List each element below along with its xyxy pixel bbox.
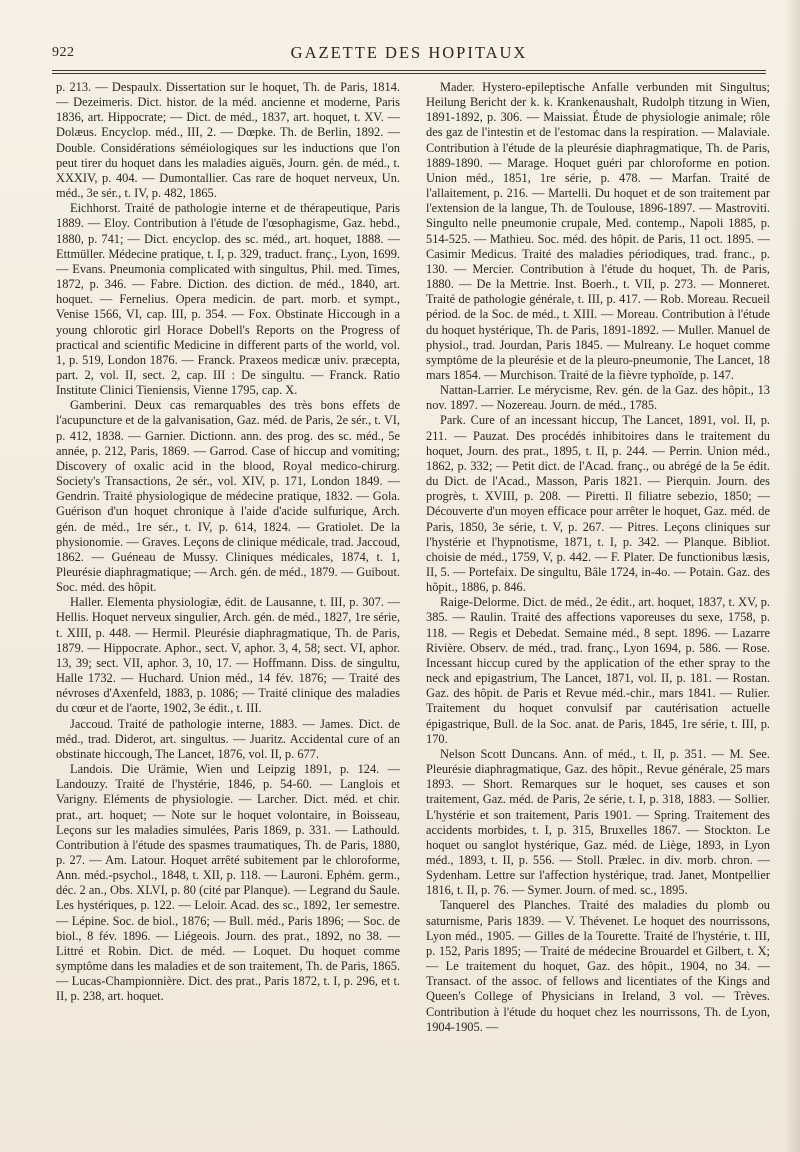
bibliography-paragraph: Jaccoud. Traité de pathologie interne, 1883. — James. Dict. de méd., trad. Diderot, art. singultus. — Juaritz. Accidental cure of an obstinate hiccough, The Lancet, 1876, vol. II, p. 677. — [56, 716, 400, 761]
bibliography-paragraph: Nelson Scott Duncans. Ann. of méd., t. II, p. 351. — M. See. Pleurésie diaphragmatique, Gaz. des hôpit., Revue générale, 25 mars 1893. — Short. Remarques sur le hoquet, ses causes et son traitement, Gaz. méd. de Paris, 2e série, t. I, p. 318, 1883. — Sollier. L'hystérie et son traitement, Paris 1901. — Spring. Traitement des accidents morbides, t. I, p. 315, Bruxelles 1867. — Stockton. Le hoquet ou sanglot hystérique, Gaz. méd. de Liège, 1893, in Lyon méd., 1893, t. II, p. 556. — Stoll. Prælec. in div. morb. chron. — Sydenham. Lettre sur l'affection hystérique, trad. Janet, Montpellier 1816, t. II, p. 76. — Symer. Journ. of med. sc., 1895. — [426, 746, 770, 898]
bibliography-paragraph: Raige-Delorme. Dict. de méd., 2e édit., art. hoquet, 1837, t. XV, p. 385. — Raulin. Traité des affections vaporeuses du sexe, 1758, p. 118. — Regis et Debedat. Semaine méd., 8 sept. 1896. — Lazarre Rivière. Observ. de méd., trad. franç., Lyon 1694, p. 586. — Rose. Incessant hiccup cured by the application of the ether spray to the neck and epigastrium, The Lancet, 1871, vol. II, p. 181. — Rostan. Gaz. des hôpit. de Paris et Revue méd.-chir., mars 1841. — Rulier. Traitement du hoquet convulsif par cautérisation actuelle épigastrique, Bull. de la Soc. anat. de Paris, 1845, 1re série, t. III, p. 170. — [426, 595, 770, 746]
header-rule-bottom — [52, 73, 766, 74]
bibliography-paragraph: Park. Cure of an incessant hiccup, The Lancet, 1891, vol. II, p. 211. — Pauzat. Des procédés inhibitoires dans le traitement du hoquet, Journ. des prat., 1895, t. II, p. 244. — Perrin. Union méd., 1862, p. 332; — Petit dict. de l'Acad. franç., ou abrégé de la 5e édit. du Dict. de l'Acad., Masson, Paris 1821. — Pierquin. Journ. des progrès, t. XVIII, p. 208. — Piretti. Il filiatre sebezio, 1850; — Découverte d'un moyen efficace pour arrêter le hoquet, Gaz. méd. de Paris, 1850, 3e série, t. V, p. 267. — Pitres. Leçons cliniques sur l'hystérie et l'hypnotisme, 1871, t. I, p. 342. — Planque. Bibliot. choisie de méd., 1759, V, p. 442. — F. Plater. De functionibus læsis, II, 5. — Portefaix. De singultu, Bâle 1724, in-4o. — Potain. Gaz. des hôpit., 1886, p. 846. — [426, 413, 770, 595]
bibliography-paragraph: Nattan-Larrier. Le mérycisme, Rev. gén. de la Gaz. des hôpit., 13 nov. 1897. — Nozereau. Journ. de méd., 1785. — [426, 383, 770, 413]
right-column — [426, 80, 770, 1140]
bibliography-paragraph: Eichhorst. Traité de pathologie interne et de thérapeutique, Paris 1889. — Eloy. Contribution à l'étude de l'œsophagisme, Gaz. hebd., 1880, p. 741; — Dict. encyclop. des sc. méd., art. hoquet, 1888. — Ettmüller. Médecine pratique, t. I, p. 329, traduct. franç., Lyon, 1699. — Evans. Pneumonia complicated with singultus, Phil. med. Times, 1872, p. 346. — Fabre. Diction. des diction. de méd., 1840, art. hoquet. — Fernelius. Opera medicin. de part. morb. et sympt., Venise 1566, VI, cap. III, p. 354. — Fox. Obstinate Hiccough in a young chlorotic girl Horace Dobell's Reports on the Progress of practical and scientific Medicine in different parts of the world, vol. 1, p. 519, London 1876. — Franck. Praxeos medicæ univ. præcepta, part. 2, vol. II, sect. 2, cap. III : De singultu. — Franck. Ratio Institute Clinici Tieniensis, Vienne 1795, cap. X. — [56, 201, 400, 398]
left-column — [56, 80, 400, 1140]
bibliography-paragraph: Landois. Die Urämie, Wien und Leipzig 1891, p. 124. — Landouzy. Traité de l'hystérie, 1846, p. 54-60. — Langlois et Varigny. Eléments de physiologie. — Larcher. Dict. méd. et chir. prat., art. hoquet; — Note sur le hoquet volontaire, in Boisseau, Leçons sur les maladies simulées, Paris 1869, p. 331. — Lathould. Contribution à l'étude des spasmes traumatiques, Th. de Paris, 1880, p. 27. — Am. Latour. Hoquet arrêté subitement par le chloroforme, Ann. méd.-psychol., 1848, t. XII, p. 118. — Lauroni. Ephém. germ., déc. 2 an., Obs. XLVI, p. 80 (cité par Planque). — Legrand du Saule. Les hystériques, p. 122. — Leloir. Acad. des sc., 1892, 1er semestre. — Lépine. Soc. de biol., 1876; — Bull. méd., Paris 1896; — Soc. de biol., 8 fév. 1896. — Liégeois. Journ. des prat., 1892, no 38. — Littré et Robin. Dict. de méd. — Loquet. Du hoquet comme symptôme dans les maladies et de son traitement, Th. de Paris, 1865. — Lucas-Championnière. Dict. des prat., Paris 1872, t. I, p. 296, et t. II, p. 238, art. hoquet. — [56, 762, 400, 1004]
bibliography-paragraph: p. 213. — Despaulx. Dissertation sur le hoquet, Th. de Paris, 1814. — Dezeimeris. Dict. histor. de la méd. ancienne et moderne, Paris 1836, art. Hippocrate; — Dict. de méd., 1837, art. hoquet, t. XV. — Dolæus. Encyclop. méd., III, 2. — Dœpke. Th. de Berlin, 1892. — Double. Considérations séméiologiques sur les inductions que l'on peut tirer du hoquet dans les maladies aiguës, Journ. gén. de méd., t. XXXIV, p. 404. — Dumontallier. Cas rare de hoquet nerveux, Un. méd., 3e sér., t. IV, p. 482, 1865. — [56, 80, 400, 201]
running-title: GAZETTE DES HOPITAUX — [290, 43, 528, 62]
bibliography-paragraph: Gamberini. Deux cas remarquables des très bons effets de l'acupuncture et de la galvanisation, Gaz. méd. de Paris, 2e sér., t. VI, p. 412, 1838. — Garnier. Dictionn. ann. des prog. des sc. méd., 5e année, p. 212, Paris, 1869. — Garrod. Case of hiccup and vomiting; Discovery of oxalic acid in the blood, Royal medico-chirurg. Society's Transactions, 2e sér., vol. XIV, p. 171, London 1849. — Gendrin. Traité physiologique de médecine pratique, 1832. — Gola. Guérison d'un hoquet chronique à l'aide d'acide sulfurique, Arch. gén. de méd., 1re sér., t. IV, p. 614, 1824. — Gratiolet. De la physionomie. — Graves. Leçons de clinique médicale, trad. Jaccoud, 1862. — Guéneau de Mussy. Cliniques médicales, 1874, t. 1, Pleurésie diaphragmatique; — Arch. gén. de méd., 1879. — Guibout. Soc. méd. des hôpit. — [56, 398, 400, 595]
page-number: 922 — [52, 45, 75, 60]
page-header — [52, 41, 766, 67]
header-rule-top — [52, 70, 766, 71]
page-edge-shadow — [784, 0, 800, 1152]
bibliography-paragraph: Mader. Hystero-epileptische Anfalle verbunden mit Singultus; Heilung Bericht der k. k. Krankenaushalt, Rudolph titzung in Wien, 1891-1892, p. 306. — Maissiat. Étude de physiologie animale; rôle des gaz de l'intestin et de l'estomac dans la respiration. — Malaviale. Contribution à l'étude de la pleurésie diaphragmatique, Th. de Paris, 1889-1890. — Marage. Hoquet guéri par chloroforme en potion. Union méd., 1851, 1re série, p. 478. — Marfan. Traité de l'allaitement, p. 216. — Martelli. Du hoquet et de son traitement par l'extension de la langue, Th. de Toulouse, 1896-1897. — Mastroviti. Singulto nelle pneumonie crupale, Med. contemp., Napoli 1885, p. 514-525. — Mathieu. Soc. méd. des hôpit. de Paris, 11 oct. 1895. — Casimir Medicus. Traité des maladies périodiques, trad. franc., p. 130. — Mercier. Contribution à l'étude du hoquet, Th. de Paris, 1880. — De la Mettrie. Inst. Boerh., t. VII, p. 273. — Monneret. Traité de pathologie générale, t. III, p. 417. — Rob. Moreau. Recueil périod. de la Soc. de méd., t. XIII. — Moreau. Contribution à l'étude du hoquet hystérique, Th. de Paris, 1891-1892. — Muller. Manuel de physiol., trad. Jourdan, Paris 1845. — Mulreany. Le hoquet comme symptôme de la pleurésie et de la pleuro-pneumonie, The Lancet, 18 mars 1854. — Murchison. Traité de la fièvre typhoïde, p. 147. — [426, 80, 770, 382]
bibliography-paragraph: Haller. Elementa physiologiæ, édit. de Lausanne, t. III, p. 307. — Hellis. Hoquet nerveux singulier, Arch. gén. de méd., 1827, 1re série, t. XIII, p. 448. — Hermil. Pleurésie diaphragmatique, Th. de Paris, 1879. — Hippocrate. Aphor., sect. V, aphor. 3, 4, 58; sect. VI, aphor. 13, 39; sect. VII, aphor. 3, 10, 17. — Hoffmann. Diss. de singultu, Halle 1732. — Huchard. Union méd., 14 fév. 1876; — Traité des névroses d'Axenfeld, 1883, p. 1086; — Traité clinique des maladies du cœur et de l'aorte, 1902, 3e édit., t. III. — [56, 595, 400, 716]
bibliography-paragraph: Tanquerel des Planches. Traité des maladies du plomb ou saturnisme, Paris 1839. — V. Thévenet. Le hoquet des nourrissons, Lyon méd., 1905. — Gilles de la Tourette. Traité de l'hystérie, t. III, p. 152, Paris 1895; — Traité de médecine Brouardel et Gilbert, t. X; — Le traitement du hoquet, Gaz. des hôpit., 1904, no 34. — Transact. of the assoc. of fellows and licentiates of the Kings and Queen's College of Physicians in Ireland, 3 vol. — Trèves. Contribution à l'étude du hoquet chez les nourrissons, Th. de Lyon, 1904-1905. — — [426, 898, 770, 1034]
